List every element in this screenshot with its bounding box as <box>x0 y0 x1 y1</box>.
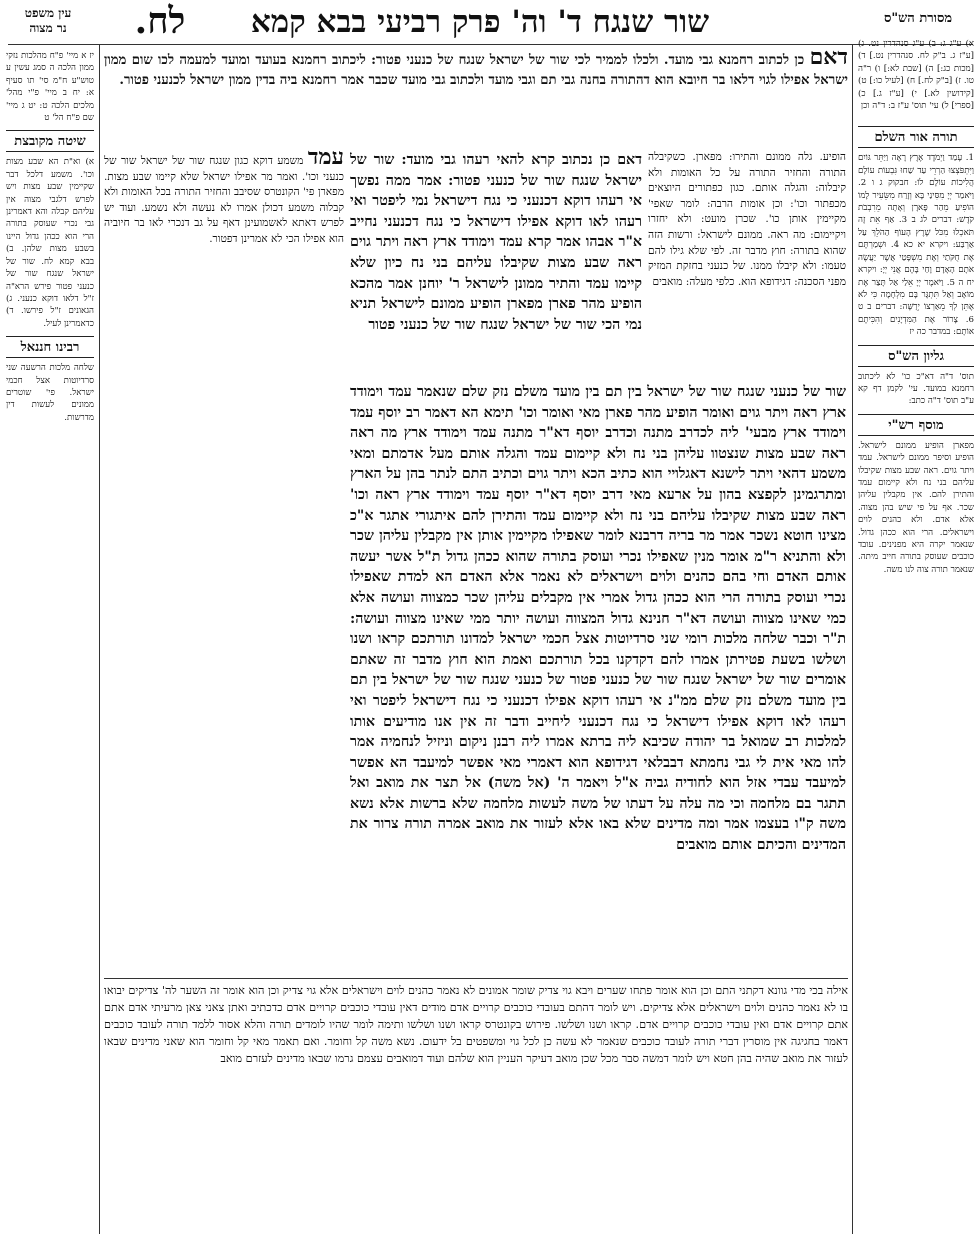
top-commentary-text: כן לכתוב רחמנא גבי מועד. ולכלו לממיר לכי שור של ישראל שנגח של כנעני פטור: ליכתוב רחמנא בעועד ומועד למעמה לכו שום ממון ישראל אפילו לגוי דלאו בר חיובא הוא דהתורה בחנה גבי תם וגבי מועד ולכתוב גבי מועד שכבר אמר רחמנא ביה בדין ממון ישראל לכנעני פטור. <box>104 53 848 88</box>
right-margin-rule <box>852 44 853 1234</box>
right-margin-column <box>858 32 974 1232</box>
shita-title: שיטה מקובצת <box>6 130 94 152</box>
torah-or-title: תורה אור השלם <box>858 126 974 148</box>
daf-number: לח. <box>134 0 186 42</box>
rashi-column <box>648 150 846 350</box>
musaf-rashi-title: מוסף רש"י <box>858 414 974 436</box>
bottom-commentary-block <box>104 982 848 1232</box>
top-commentary-block <box>104 48 848 148</box>
header-rule <box>8 44 973 45</box>
gemara-main-text: דאם כן נכתוב קרא להאי רעהו גבי מועד: שור של ישראל שנגח שור של כנעני פטור: אמר ממה נפשך אי רעהו דוקא דכנעני כי נגח דישראל נמי ליפטר ואי רעהו לאו דוקא אפילו דישראל כי נגח דכנעני נחייב א"ר אבהו אמר קרא עמד וימודד ארץ ראה ויתר גוים ראה שבע מצות שקיבלו עליהם בני נח כיון שלא קיימו עמד והתיר ממונן לישראל ר' יוחנן אמר מהכא הופיע מהר פארן מפארן הופיע ממונם לישראל תניא נמי הכי שור של ישראל שנגח שור של כנעני פטור <box>350 152 642 333</box>
bottom-section-rule <box>104 978 848 979</box>
rashi-text: הופיע. גלה ממונם והתירו: מפארן. כשקיבלה התורה והחזיר התורה על כל האומות ולא קיבלוה: והגלה אותם. כגון כפתורים היוצאים מכפתור וכו': וכן אומות הרבה: לומר שאפי' מקיימין אותן כו'. שכרן מועט: ולא יחזרו ויקיימום: מה ראה. ממונם לישראל: ורשות הזה שהוא בתורה: חוץ מדבר זה. לפי שלא גילו להם טעמו: ולא קיבלו ממנו. של כנעני בחזקת המזיק מפני הסכנה: דגידופא הוא. כלפי מעלה: מואבים <box>648 151 846 288</box>
header-left-label <box>8 6 88 36</box>
gilyon-text: תוס' ד"ה דא"כ כו' לא ליכתוב רחמנא במועד. עי' לקמן דף קא ע"ב תוס' ד"ה כתב: <box>858 371 974 407</box>
masoret-label: מסורת הש"ס <box>883 11 953 26</box>
tosafot-text: משמע דוקא כגון שנגח שור של ישראל שור של כנעני וכו'. ואמר מר אפילו ישראל שלא קיימו שבע מצות. מפארן פי' הקונטרס שסיבב והחזיר התורה בכל האומות ולא קבלוה משמע דכולן אמרו לא נעשה ולא נשמע. ועוד יש לפרש דאתא לאשמועינן דאף על גב דנכרי לאו בר חיוביה הוא אפילו הכי לא אמרינן דפטור. <box>104 155 344 245</box>
gilyon-title: גליון הש"ס <box>858 345 974 367</box>
ein-mishpat-text: יז א מיי' פ"ח מהלכות נזקי ממון הלכה ה סמג עשין ע טוש"ע ח"מ סי' תו סעיף א: יח ב מיי' פ"י מהל' מלכים הלכה ט: יט ג מיי' שם פ"ח הל' ט <box>6 51 94 124</box>
musaf-rashi-text: מפארן הופיע ממונם לישראל. הופיע וסיפר ממונם לישראל. עמד ויתר גוים. ראה שבע מצות שקיבלו עליהם בני נח ולא קיימום עמד והתירן להם. אין מקבלין עליהן שכר. אף על פי שיש בהן מצוה. אלא אדם. ולא כהנים לוים וישראלים. הרי הוא ככהן גדול. שנאמר יקרה היא מפנינים. עובד כוכבים שעוסק בתורה חייב מיתה. שנאמר תורה צוה לנו משה. <box>858 440 974 575</box>
left-margin-rule <box>99 44 100 1234</box>
gemara-body <box>350 382 846 974</box>
masoret-text: א) ע"ג ג: ב) ע"ג סנהדרין נט. ג) [ע"ז ג. ב"ק לח. סנהדרין נט.] ד) [מכות כג:] ה) [שבת לא:] ו) ר"ה טו. ז) [ב"ק לח.] ח) [לעיל כו:] ט) [קידושין לא.] י) [ע"ז ג.] כ) [ספרי] ל) עי' תוס' ע"ז ב: ד"ה וכן <box>858 39 974 112</box>
ein-mishpat-label: עין משפט <box>24 6 72 20</box>
tosafot-heading-word: עמד <box>307 150 344 170</box>
opening-word: דאם <box>809 48 848 70</box>
gemara-upper <box>350 150 642 380</box>
tosafot-column <box>104 150 344 970</box>
gemara-body-text: שור של כנעני שנגח שור של ישראל בין תם בין מועד משלם נזק שלם שנאמר עמד וימודד ארץ ראה ויתר גוים ואומר הופיע מהר פארן מאי ואומר וכו' תימא הא דאמר רב יוסף עמד וימודד ארץ מבעי' ליה לכדרב מתנה וכדרב יוסף דא"ר מתנה עמד וימודד ארץ מה ראה ראה שבע מצות שנצטוו עליהן בני נח ולא קיימום עמד והגלה אותם מעל אדמתם ומאי משמע דהאי ויתר לישנא דאגלויי הוא כתיב הכא ויתר גוים וכתיב התם לנתר בהן על הארץ ומתרגמינן לקפצא בהון על ארעא מאי דרב יוסף דא"ר יוסף עמד וימודד ארץ ראה וכו' ראה שבע מצות שקיבלו עליהם בני נח ולא קיימום עמד והתירן להם איתגורי אתגר א"כ מצינו חוטא נשכר אמר מר בריה דרבנא לומר שאפילו מקיימין אותן אין מקבלין עליהן שכר ולא והתניא ר"מ אומר מנין שאפילו נכרי ועוסק בתורה שהוא ככהן גדול ת"ל אשר יעשה אותם האדם וחי בהם כהנים ולוים וישראלים לא נאמר אלא האדם הא למדת שאפילו נכרי ועוסק בתורה הרי הוא ככהן גדול אמרי אין מקבלים עליהן שכר כמצווה ועושה אלא כמי שאינו מצווה ועושה דא"ר חנינא גדול המצווה ועושה יותר ממי שאינו מצווה ועושה: ת"ר וכבר שלחה מלכות רומי שני סרדיוטות אצל חכמי ישראל למדונו תורתכם קראו ושנו ושלשו בשעת פטירתן אמרו להם דקדקנו בכל תורתכם ואמת הוא חוץ מדבר זה שאתם אומרים שור של ישראל שנגח שור של כנעני פטור של כנעני שנגח שור של ישראל בין תם בין מועד משלם נזק שלם ממ"נ אי רעהו דוקא אפילו דכנעני כי נגח דישראל ליפטר ואי רעהו לאו דוקא אפילו דישראל כי נגח דכנעני ליחייב ודבר זה אין אנו מודיעים אותו למלכות רב שמואל בר יהודה שכיבא ליה ברתא אמרו ליה רבנן ניקום וניזיל לנחמיה אמר להו מאי אית לי גבי נחמתא דבבלאי דגידופא הוא דאמרי מאי אפשר למיעבד הא אפשר למיעבד עבדי אזל הוא לחודיה גביה א"ל ויאמר ה' (אל משה) אל תצר את מואב ואל תתגר בם מלחמה וכי מה עלה על דעתו של משה לעשות מלחמה שלא ברשות אלא נשא משה ק"ו בעצמו אמר ומה מדינים שלא באו אלא לעזור את מואב אמרה תורה צרור את המדינים והכיתם אותם מואבים <box>350 384 846 854</box>
left-margin-column <box>6 50 94 1230</box>
bottom-commentary-text: אילה בכי מדי גוונא דקתני התם וכן הוא אומר פתחו שערים ויבא גוי צדיק שומר אמונים לא נאמר כהנים לוים וישראלים אלא גוי צדיק וכן הוא אומר זה השער לה' צדיקים יבואו בו לא נאמר כהנים ולוים וישראלים אלא צדיקים. ויש לומר דהתם בעובדי כוכבים קרויים אדם מודים דאין עובדי כוכבים קרויים אדם כדכתיב ואתן צאני צאן מרעיתי אדם אתם אתם קרויים אדם ואין עובדי כוכבים קרויים אדם. קראו ושנו ושלשו. פירוש בקונטרס קראו ושנו ושלשו ותימה לומר שהיו לומדים תורה והלא אסור ללמד תורה לעובד כוכבים דאמר בחגיגה אין מוסרין דברי תורה לעובד כוכבים שנאמר לא עשה כן לכל גוי ומשפטים בל ידעום. נשא משה קל וחומר. ואם תאמר מאי קל וחומר הוא שאני מדינים שבאו לעזור את מואב שהיה בהן חטא ויש לומר דמשה סבר מכל שכן מואב דעיקר העניין הוא שלהם ועוד דמואבים עצמם גרמו שבאו מדינים לעזרם מואב <box>104 984 848 1065</box>
shita-text: א) וא"ת הא שבע מצות וכו'. משמע דלכל דבר שקיימין שבע מצות ויש לפרש דלגבי מצוה אין עליהם קבלה והא דאמרינן גבי נכרי שעוסק בתורה הרי הוא ככהן גדול היינו בשבע מצות שלהן. ב) בבא קמא לח. שור של ישראל שנגח שור של כנעני פטור פירש הרא"ה ז"ל דלאו דוקא כנעני. ג) הגאונים ז"ל פירשו. ד) כדאמרינן לעיל. <box>6 157 94 329</box>
torah-or-text: 1. עָמַד וַיְמֹדֶד אֶרֶץ רָאָה וַיַּתֵּר גּוֹיִם וַיִּתְפֹּצְצוּ הַרְרֵי עַד שַׁחוּ גִּבְעוֹת עוֹלָם הֲלִיכוֹת עוֹלָם לוֹ: חבקוק ג ו 2. וַיֹּאמַר יְיָ מִסִּינַי בָּא וְזָרַח מִשֵּׂעִיר לָמוֹ הוֹפִיעַ מֵהַר פָּארָן וְאָתָה מֵרִבְבֹת קֹדֶשׁ: דברים לג ב 3. אַף אֵת זֶה תֹּאכְלוּ מִכֹּל שֶׁרֶץ הָעוֹף הַהֹלֵךְ עַל אַרְבַּע: ויקרא יא כא 4. וּשְׁמַרְתֶּם אֶת חֻקֹּתַי וְאֶת מִשְׁפָּטַי אֲשֶׁר יַעֲשֶׂה אֹתָם הָאָדָם וָחַי בָּהֶם אֲנִי יְיָ: ויקרא יח ה 5. וַיֹּאמֶר יְיָ אֵלַי אַל תָּצַר אֶת מוֹאָב וְאַל תִּתְגָּר בָּם מִלְחָמָה כִּי לֹא אֶתֵּן לְךָ מֵאַרְצוֹ יְרֻשָּׁה: דברים ב ט 6. צָרוֹר אֶת הַמִּדְיָנִים וְהִכִּיתֶם אוֹתָם: במדבר כה יז <box>858 153 974 338</box>
chananel-title: רבינו חננאל <box>6 336 94 358</box>
page-title: שור שנגח ד' וה' פרק רביעי בבא קמא <box>250 4 710 40</box>
ner-mitzvah-label: נר מצוה <box>29 21 67 35</box>
chananel-text: שלחה מלכות הרשעה שני סרדיוטות אצל חכמי ישראל. פי' שוטרים ממונים לעשות דין מדרשות. <box>6 363 94 423</box>
